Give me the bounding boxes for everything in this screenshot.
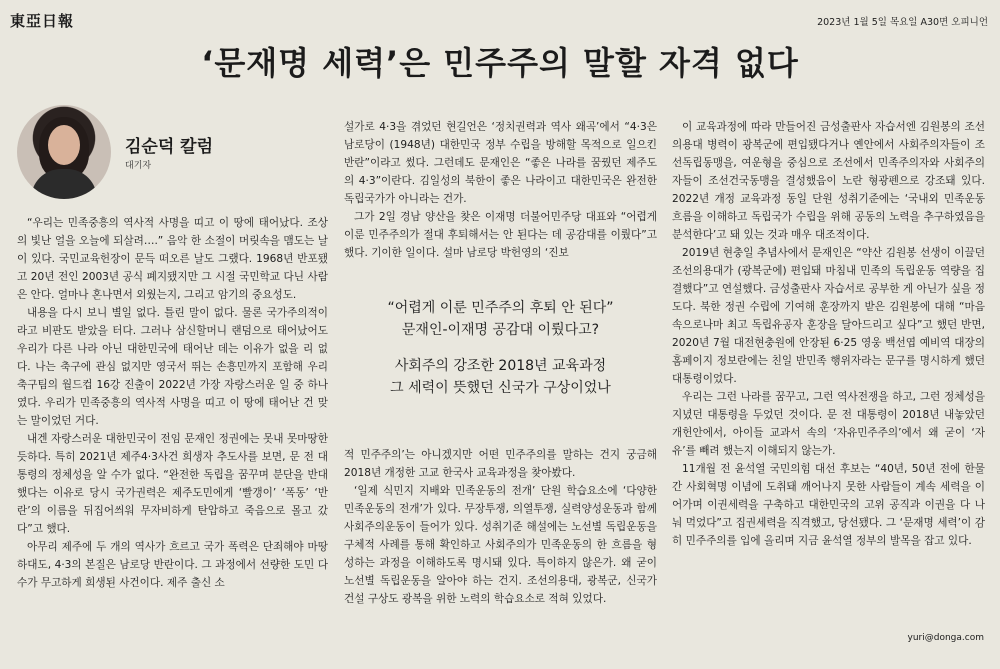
paragraph: ‘일제 식민지 지배와 민족운동의 전개’ 단원 학습요소에 ‘다양한 민족운동의 전개’가 있다. 무장투쟁, 의열투쟁, 실력양성운동과 함께 사회주의운동이 들어가 있다. 성취기준 해설에는 노선별 독립운동을 구체적 사례를 통해 확인하고 사회주의가 민족운동의 한 흐름을 형성하는 과정을 이해하도록 명시돼 있다. 특이하지 않은가. 왜 굳이 노선별 독립운동을 알아야 하는 건지. 조선의용대, 광복군, 신국가 건설 구상도 광복을 위한 노력의 학습요소로 적혀 있었다.	[344, 485, 657, 605]
paragraph: 이 교육과정에 따라 만들어진 금성출판사 자습서엔 김원봉의 조선의용대 병력이 광복군에 편입됐다거나 옌안에서 사회주의자들이 조선독립동맹을, 여운형을 중심으로 조선에서 민족주의자와 사회주의자들이 조선건국동맹을 결성했음이 노란 형광펜으로 강조돼 있다. 2022년 개정 교육과정 동일 단원 성취기준에는 ‘국내외 민족운동 흐름을 이해하고 독립국가 수립을 위해 공동의 노력을 추구하였음을 분석한다’고 돼 있는 것과 매우 대조적이다.	[672, 121, 985, 241]
author-name: 김순덕 칼럼	[125, 137, 214, 157]
paragraph: 우리는 그런 나라를 꿈꾸고, 그런 역사전쟁을 하고, 그런 정체성을 지녔던 대통령을 두었던 것이다. 문 전 대통령이 2018년 내놓았던 개헌안에서, 아이들 교과서 속의 ‘자유민주주의’에서 왜 굳이 ‘자유’를 빼려 했는지 이해되지 않는가.	[672, 391, 985, 457]
pull-quote-line: 그 세력이 뜻했던 신국가 구상이었나	[390, 380, 611, 396]
paragraph: 적 민주주의’는 아니겠지만 어떤 민주주의를 말하는 건지 궁금해 2018년 개정한 고교 한국사 교육과정을 찾아봤다.	[344, 449, 657, 479]
author-photo	[17, 105, 111, 199]
paragraph: 2019년 현충일 추념사에서 문재인은 “약산 김원봉 선생이 이끌던 조선의용대가 (광복군에) 편입돼 마침내 민족의 독립운동 역량을 집결했다”고 연설했다. 금성출판사 자습서로 공부한 게 아닌가 싶을 정도다. 북한 정권 수립에 기여해 훈장까지 받은 김원봉에 대해 “마음속으로나마 최고 독립유공자 훈장을 달아드리고 싶다”고 했던 반면, 2020년 7월 대전현충원에 안장된 6·25 영웅 백선엽 예비역 대장의 홈페이지 정보란에는 친일 반민족 행위자라는 문구를 명시하게 했던 대통령이었다.	[672, 247, 985, 385]
author-email: yuri@donga.com	[907, 633, 984, 643]
paragraph: 내겐 자랑스러운 대한민국이 전임 문재인 정권에는 못내 못마땅한 듯하다. 특히 2021년 제주4·3사건 희생자 추도사를 보면, 문 전 대통령의 정체성을 알 수가 없다. “완전한 독립을 꿈꾸며 분단을 반대했다는 이유로 당시 국가권력은 제주도민에게 ‘빨갱이’ ‘폭동’ ‘반란’의 이름을 뒤집어씌워 무자비하게 탄압하고 죽음으로 몰고 갔다”고 했다.	[17, 433, 328, 535]
dateline: 2023년 1월 5일 목요일 A30면 오피니언	[817, 17, 988, 28]
pull-quote-line: 문재인-이재명 공감대 이뤘다고?	[401, 322, 600, 338]
author-face	[48, 125, 80, 165]
pull-quote	[344, 297, 657, 435]
paragraph: 아무리 제주에 두 개의 역사가 흐르고 국가 폭력은 단죄해야 마땅하대도, 4·3의 본질은 남로당 반란이다. 그 과정에서 선량한 도민 다수가 무고하게 희생된 사건이다. 제주 출신 소	[17, 541, 328, 589]
newspaper-logo: 東亞日報	[10, 12, 75, 30]
author-role: 대기자	[125, 161, 152, 171]
headline: ‘문재명 세력’은 민주주의 말할 자격 없다	[201, 44, 799, 82]
paragraph: 설가로 4·3을 겪었던 현길언은 ‘정치권력과 역사 왜곡’에서 “4·3은 남로당이 (1948년) 대한민국 정부 수립을 방해할 목적으로 일으킨 반란”이라고 썼다. 그런데도 문재인은 “좋은 나라를 꿈꿨던 제주도의 4·3”이란다. 김일성의 북한이 좋은 나라이고 대한민국은 완전한 독립국가가 아니라는 건가.	[344, 121, 657, 205]
paragraph: 11개월 전 윤석열 국민의힘 대선 후보는 “40년, 50년 전에 한물간 사회혁명 이념에 도취돼 깨어나지 못한 사람들이 계속 세력을 이어가며 이권세력을 구축하고 대한민국의 고위 공직과 이권을 다 나눠 먹었다”고 집권세력을 직격했고, 당선됐다. 그 ‘문재명 세력’이 감히 민주주의를 입에 올리며 지금 윤석열 정부의 발목을 잡고 있다.	[672, 463, 985, 547]
column-2-bottom	[344, 446, 657, 608]
column-2-top	[344, 118, 657, 262]
paragraph: 내용을 다시 보니 별일 없다. 틀린 말이 없다. 물론 국가주의적이라고 비판도 받았을 터다. 그러나 삼신할머니 랜덤으로 태어났어도 우리가 다른 나라 아닌 대한민국에 태어난 데는 이유가 없을 리 없다. 나는 축구에 관심 없지만 영국서 뛰는 손흥민까지 포함해 우리 축구팀의 월드컵 16강 진출이 2022년 가장 자랑스러운 일 중 하나였다. 우리가 민족중흥의 역사적 사명을 띠고 이 땅에 태어난 건 맞는 말이었던 거다.	[17, 307, 328, 427]
pull-quote-line: “어렵게 이룬 민주주의 후퇴 안 된다”	[387, 300, 614, 316]
column-3	[672, 118, 985, 550]
column-1	[17, 214, 328, 592]
paragraph: 그가 2일 경남 양산을 찾은 이재명 더불어민주당 대표와 “어렵게 이룬 민주주의가 절대 후퇴해서는 안 된다는 데 공감대를 이뤘다”고 했다. 기이한 일이다. 설마 남로당 박헌영의 ‘진보	[344, 211, 657, 259]
author-body	[31, 169, 97, 199]
paragraph: “우리는 민족중흥의 역사적 사명을 띠고 이 땅에 태어났다. 조상의 빛난 얼을 오늘에 되살려….” 음악 한 소절이 머릿속을 맴도는 날이 있다. 국민교육헌장이 문득 떠오른 날도 그랬다. 1968년 반포됐고 20년 전인 2003년 공식 폐지됐지만 그 시절 국민학교 다닌 사람은 안다. 얼마나 혼나면서 외웠는지, 그리고 암기의 중요성도.	[17, 217, 328, 301]
pull-quote-line: 사회주의 강조한 2018년 교육과정	[394, 358, 607, 374]
